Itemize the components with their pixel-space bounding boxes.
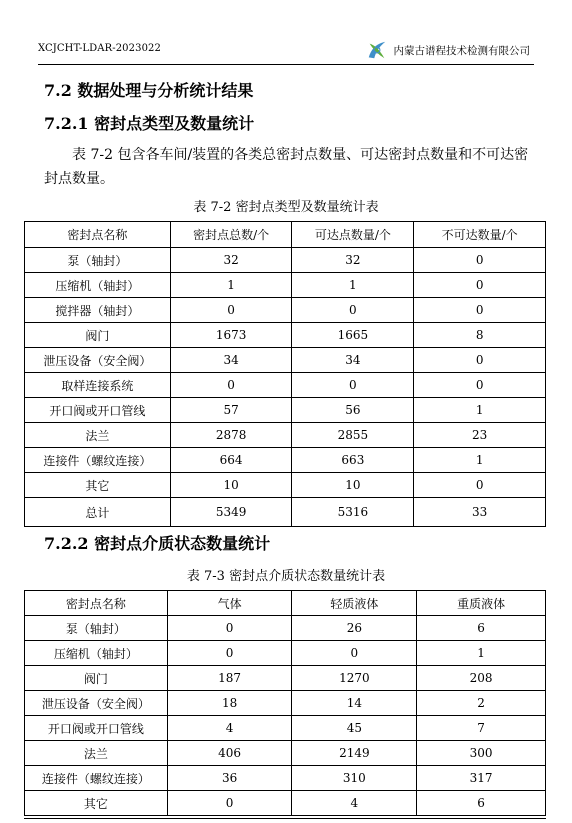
value-cell: 663	[292, 448, 414, 473]
value-cell: 4	[167, 716, 292, 741]
value-cell: 0	[414, 373, 546, 398]
value-cell: 34	[292, 348, 414, 373]
column-header: 密封点名称	[25, 222, 171, 248]
value-cell: 8	[414, 323, 546, 348]
column-header: 密封点名称	[25, 591, 168, 616]
value-cell: 7	[417, 716, 546, 741]
value-cell: 0	[167, 616, 292, 641]
column-header: 密封点总数/个	[170, 222, 292, 248]
value-cell: 2	[417, 691, 546, 716]
table-row	[25, 273, 546, 298]
row-label-cell: 法兰	[25, 741, 168, 766]
table-7-3-caption: 表 7-3 密封点介质状态数量统计表	[186, 569, 386, 584]
row-label-cell: 其它	[25, 473, 171, 498]
value-cell: 33	[414, 498, 546, 527]
section-7-2-1-paragraph: 表 7-2 包含各车间/装置的各类总密封点数量、可达密封点数量和不可达密封点数量。	[44, 147, 529, 187]
table-row	[25, 248, 546, 273]
value-cell: 1	[414, 398, 546, 423]
value-cell: 5316	[292, 498, 414, 527]
value-cell: 4	[292, 791, 417, 816]
table-row	[25, 373, 546, 398]
value-cell: 1	[292, 273, 414, 298]
table-row	[25, 766, 546, 791]
page-header	[38, 38, 530, 62]
value-cell: 6	[417, 616, 546, 641]
column-header: 可达点数量/个	[292, 222, 414, 248]
value-cell: 0	[292, 298, 414, 323]
section-7-2-2-heading: 7.2.2 密封点介质状态数量统计	[44, 534, 271, 553]
table-row	[25, 448, 546, 473]
table-row	[25, 298, 546, 323]
row-label-cell: 法兰	[25, 423, 171, 448]
row-label-cell: 阀门	[25, 666, 168, 691]
value-cell: 664	[170, 448, 292, 473]
value-cell: 0	[292, 641, 417, 666]
value-cell: 32	[292, 248, 414, 273]
table-7-2-caption: 表 7-2 密封点类型及数量统计表	[193, 200, 379, 215]
value-cell: 6	[417, 791, 546, 816]
value-cell: 18	[167, 691, 292, 716]
value-cell: 187	[167, 666, 292, 691]
value-cell: 310	[292, 766, 417, 791]
value-cell: 32	[170, 248, 292, 273]
value-cell: 57	[170, 398, 292, 423]
value-cell: 10	[292, 473, 414, 498]
table-7-3	[24, 590, 546, 816]
table-row	[25, 641, 546, 666]
row-label-cell: 取样连接系统	[25, 373, 171, 398]
doc-code: XCJCHT-LDAR-2023022	[38, 43, 161, 54]
row-label-cell: 泄压设备（安全阀）	[25, 691, 168, 716]
table-row	[25, 741, 546, 766]
table-row	[25, 666, 546, 691]
table-row	[25, 498, 546, 527]
section-7-2-heading: 7.2 数据处理与分析统计结果	[44, 81, 254, 100]
page-bottom-rule	[24, 818, 546, 819]
table-row	[25, 716, 546, 741]
row-label-cell: 压缩机（轴封）	[25, 273, 171, 298]
table-header-row	[25, 591, 546, 616]
column-header: 重质液体	[417, 591, 546, 616]
column-header: 不可达数量/个	[414, 222, 546, 248]
value-cell: 1	[417, 641, 546, 666]
row-label-cell: 压缩机（轴封）	[25, 641, 168, 666]
value-cell: 0	[170, 298, 292, 323]
value-cell: 5349	[170, 498, 292, 527]
value-cell: 0	[170, 373, 292, 398]
value-cell: 208	[417, 666, 546, 691]
value-cell: 0	[414, 298, 546, 323]
row-label-cell: 连接件（螺纹连接）	[25, 766, 168, 791]
header-company-block	[366, 38, 531, 62]
row-label-cell: 其它	[25, 791, 168, 816]
value-cell: 1665	[292, 323, 414, 348]
row-label-cell: 总计	[25, 498, 171, 527]
value-cell: 300	[417, 741, 546, 766]
value-cell: 26	[292, 616, 417, 641]
value-cell: 2878	[170, 423, 292, 448]
value-cell: 34	[170, 348, 292, 373]
value-cell: 56	[292, 398, 414, 423]
table-row	[25, 323, 546, 348]
row-label-cell: 泄压设备（安全阀）	[25, 348, 171, 373]
value-cell: 0	[167, 641, 292, 666]
value-cell: 1	[414, 448, 546, 473]
value-cell: 1673	[170, 323, 292, 348]
table-row	[25, 348, 546, 373]
value-cell: 0	[414, 273, 546, 298]
table-7-2	[24, 221, 546, 527]
value-cell: 36	[167, 766, 292, 791]
value-cell: 10	[170, 473, 292, 498]
value-cell: 1270	[292, 666, 417, 691]
row-label-cell: 阀门	[25, 323, 171, 348]
value-cell: 0	[167, 791, 292, 816]
table-row	[25, 791, 546, 816]
value-cell: 23	[414, 423, 546, 448]
table-row	[25, 691, 546, 716]
row-label-cell: 开口阀或开口管线	[25, 716, 168, 741]
value-cell: 14	[292, 691, 417, 716]
value-cell: 406	[167, 741, 292, 766]
company-name: 内蒙古谱程技术检测有限公司	[393, 44, 530, 57]
row-label-cell: 泵（轴封）	[25, 616, 168, 641]
column-header: 气体	[167, 591, 292, 616]
table-row	[25, 423, 546, 448]
value-cell: 2149	[292, 741, 417, 766]
row-label-cell: 连接件（螺纹连接）	[25, 448, 171, 473]
table-row	[25, 616, 546, 641]
value-cell: 0	[292, 373, 414, 398]
value-cell: 1	[170, 273, 292, 298]
header-rule	[38, 64, 534, 65]
section-7-2-1-heading: 7.2.1 密封点类型及数量统计	[44, 114, 255, 133]
table-row	[25, 398, 546, 423]
value-cell: 2855	[292, 423, 414, 448]
value-cell: 0	[414, 473, 546, 498]
value-cell: 0	[414, 348, 546, 373]
value-cell: 45	[292, 716, 417, 741]
row-label-cell: 泵（轴封）	[25, 248, 171, 273]
company-logo-icon	[366, 39, 388, 61]
table-row	[25, 473, 546, 498]
row-label-cell: 开口阀或开口管线	[25, 398, 171, 423]
table-header-row	[25, 222, 546, 248]
value-cell: 317	[417, 766, 546, 791]
column-header: 轻质液体	[292, 591, 417, 616]
value-cell: 0	[414, 248, 546, 273]
row-label-cell: 搅拌器（轴封）	[25, 298, 171, 323]
